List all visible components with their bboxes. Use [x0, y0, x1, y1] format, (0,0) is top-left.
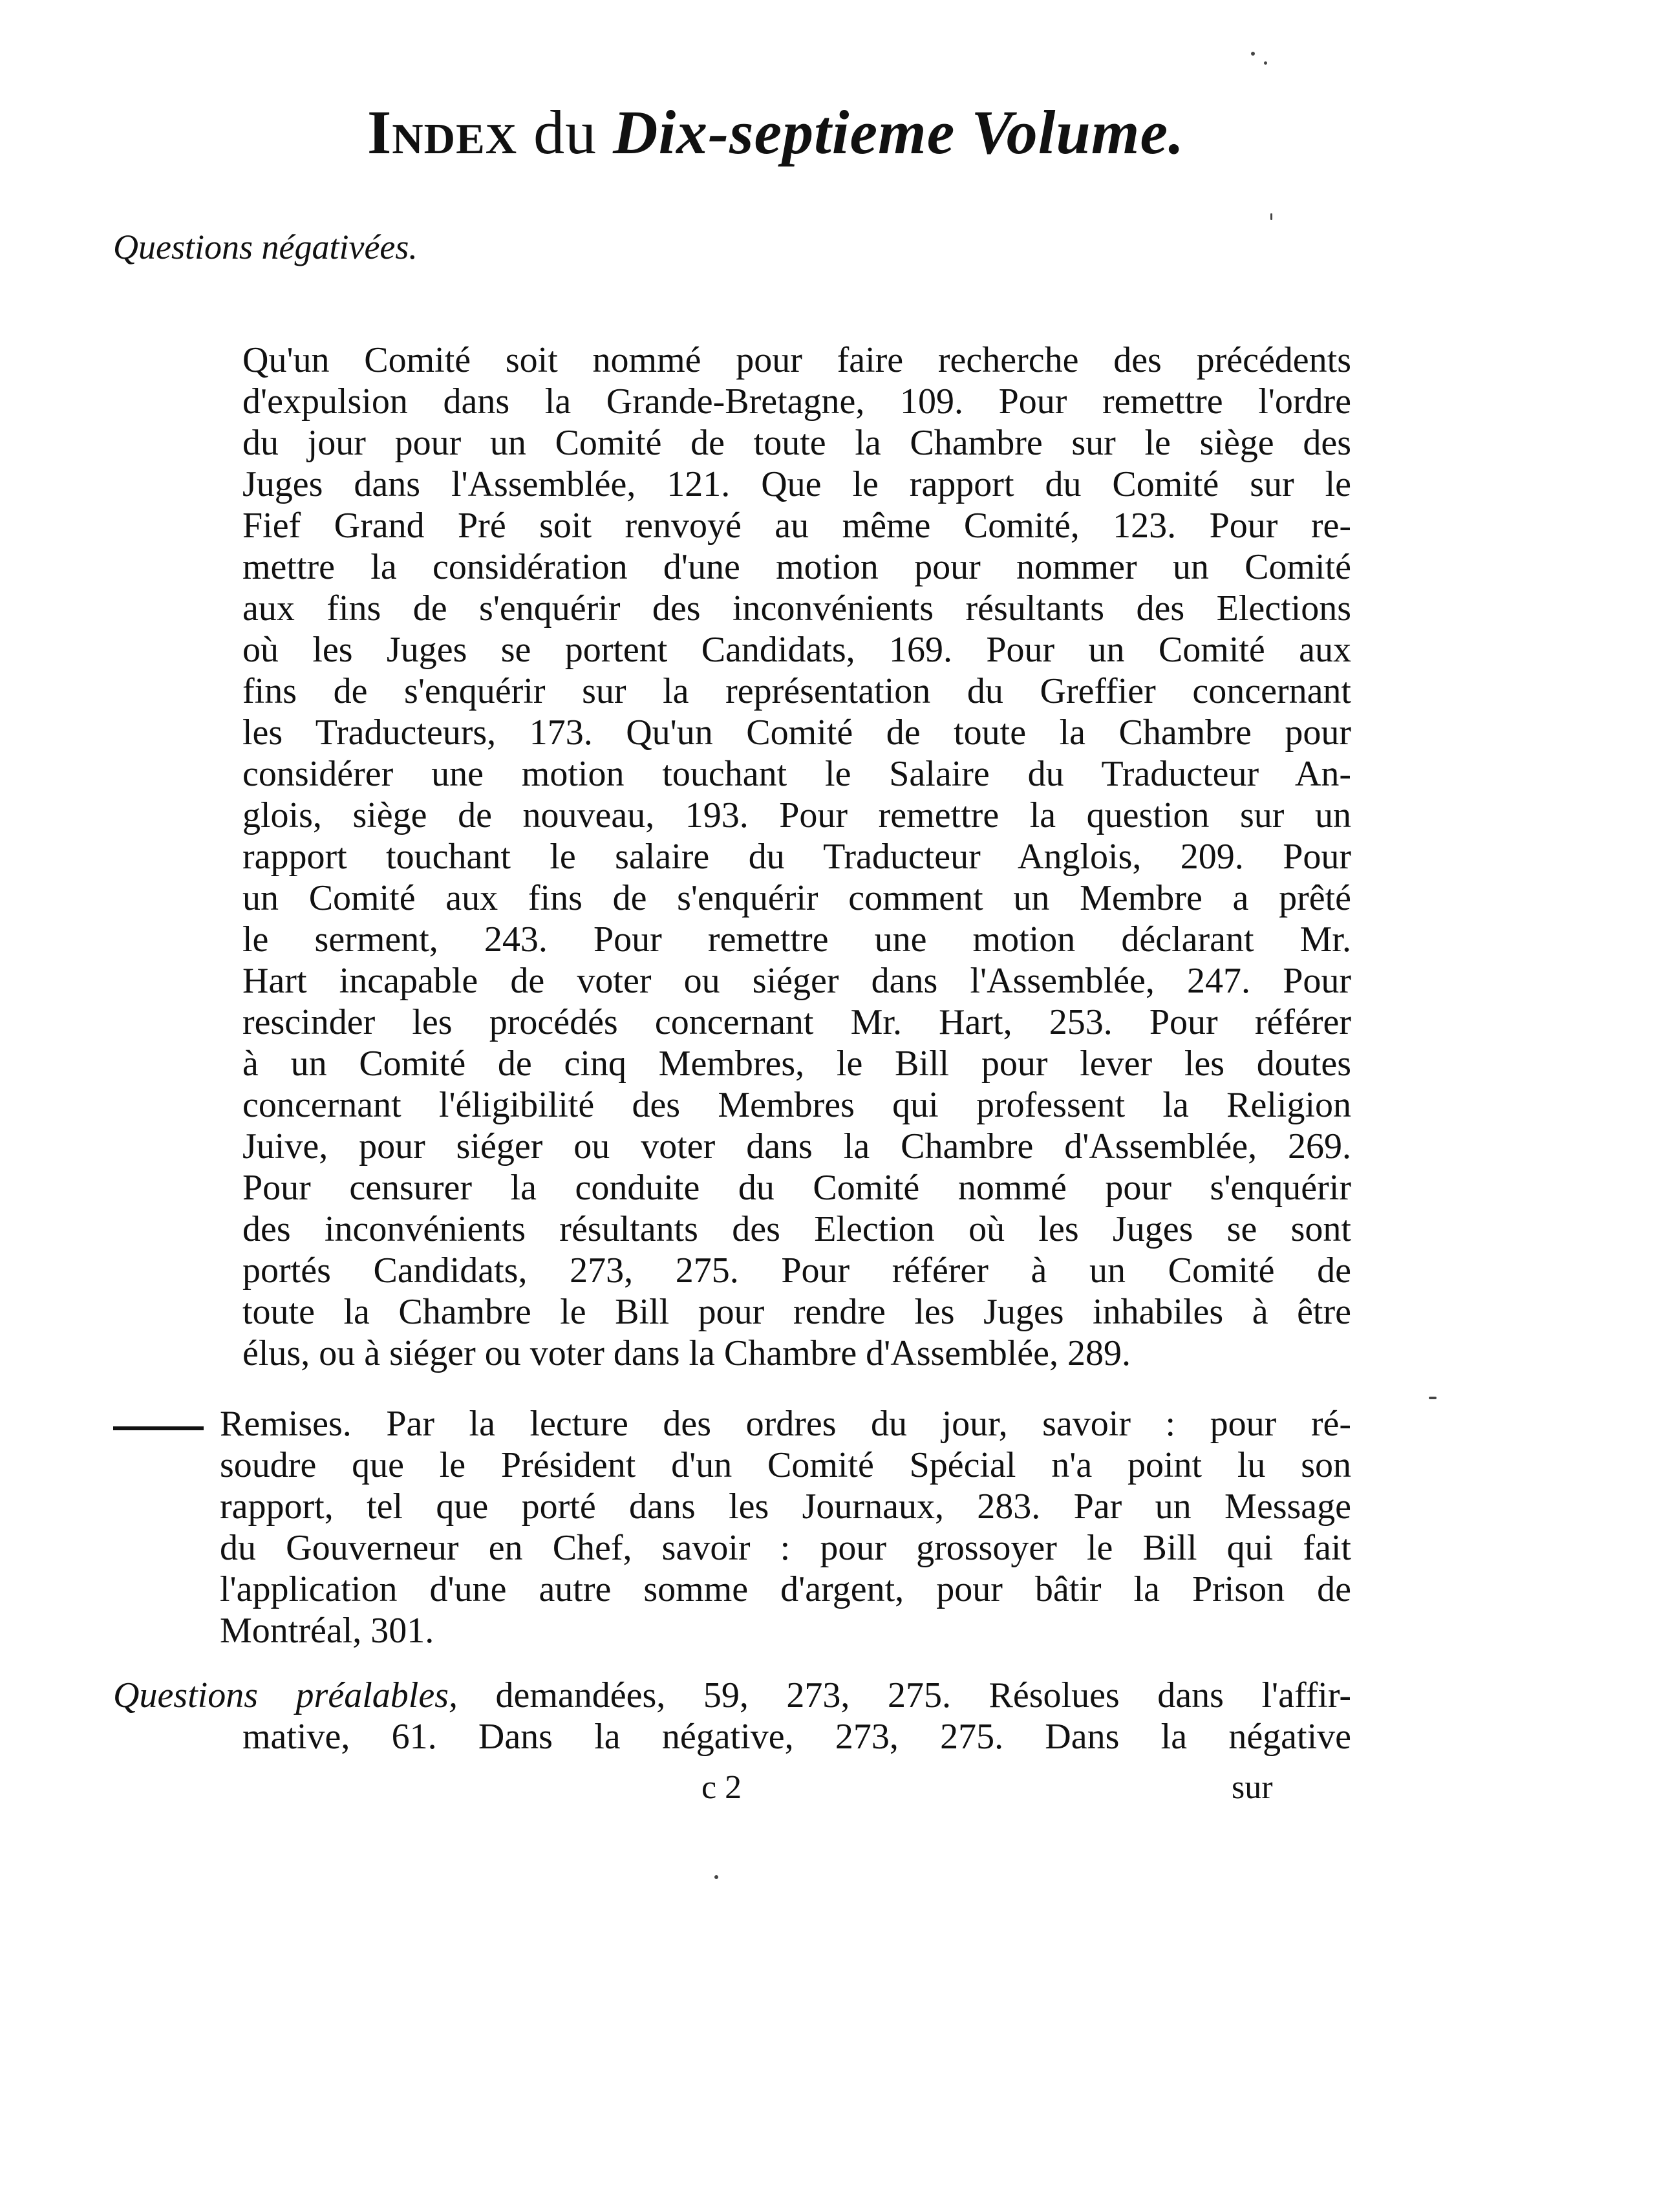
prealables-lead: Questions préalables,: [113, 1675, 458, 1715]
entry-line: aux fins de s'enquérir des inconvénients résultants des Elections: [242, 588, 1351, 628]
entry-line: du jour pour un Comité de toute la Chambre sur le siège des: [242, 423, 1351, 463]
entry-line: toute la Chambre le Bill pour rendre les Juges inhabiles à être: [242, 1292, 1351, 1332]
entry-line: Qu'un Comité soit nommé pour faire recherche des précédents: [242, 340, 1351, 380]
entry-line: mettre la considération d'une motion pour nommer un Comité: [242, 547, 1351, 587]
prealables-line1-rest: demandées, 59, 273, 275. Résolues dans l'affir-: [495, 1675, 1351, 1715]
entry-line: élus, ou à siéger ou voter dans la Chambre d'Assemblée, 289.: [242, 1333, 1131, 1373]
entry-remises: [220, 1403, 1351, 1651]
scan-speck: [714, 1875, 718, 1879]
entry-line: glois, siège de nouveau, 193. Pour remettre la question sur un: [242, 795, 1351, 835]
signature-mark: c 2: [701, 1769, 742, 1806]
entry-line: portés Candidats, 273, 275. Pour référer à un Comité de: [242, 1251, 1351, 1291]
prealables-line-2: mative, 61. Dans la négative, 273, 275. Dans la négative: [242, 1717, 1351, 1757]
title-volume: Dix-septieme Volume.: [613, 98, 1185, 167]
remises-line: rapport, tel que porté dans les Journaux, 283. Par un Message: [220, 1487, 1351, 1527]
entry-line: rescinder les procédés concernant Mr. Hart, 253. Pour référer: [242, 1002, 1351, 1042]
entry-line: Juges dans l'Assemblée, 121. Que le rapport du Comité sur le: [242, 464, 1351, 504]
section-heading: Questions négativées.: [113, 228, 418, 266]
entry-questions-prealables: [113, 1675, 1351, 1757]
catchword: sur: [1232, 1769, 1273, 1806]
remises-dash: [113, 1426, 204, 1430]
entry-line: Juive, pour siéger ou voter dans la Chambre d'Assemblée, 269.: [242, 1126, 1351, 1166]
entry-line: Pour censurer la conduite du Comité nommé pour s'enquérir: [242, 1168, 1351, 1208]
scan-speck: [1429, 1397, 1437, 1399]
scan-speck: [1264, 61, 1267, 65]
remises-line: l'application d'une autre somme d'argent, pour bâtir la Prison de: [220, 1569, 1351, 1609]
entry-line: Hart incapable de voter ou siéger dans l'Assemblée, 247. Pour: [242, 961, 1351, 1001]
entry-line: où les Juges se portent Candidats, 169. Pour un Comité aux: [242, 630, 1351, 670]
remises-line: du Gouverneur en Chef, savoir : pour grossoyer le Bill qui fait: [220, 1528, 1351, 1568]
title-du: du: [533, 98, 597, 167]
remises-line: soudre que le Président d'un Comité Spécial n'a point lu son: [220, 1445, 1351, 1485]
entry-line: concernant l'éligibilité des Membres qui professent la Religion: [242, 1085, 1351, 1125]
entry-questions-negativees: [242, 339, 1351, 1374]
title-index: Index: [367, 98, 518, 167]
entry-line: le serment, 243. Pour remettre une motion déclarant Mr.: [242, 919, 1351, 960]
entry-line: d'expulsion dans la Grande-Bretagne, 109. Pour remettre l'ordre: [242, 381, 1351, 422]
entry-line: fins de s'enquérir sur la représentation du Greffier concernant: [242, 671, 1351, 711]
entry-line: à un Comité de cinq Membres, le Bill pour lever les doutes: [242, 1044, 1351, 1084]
page-title: [272, 97, 1280, 168]
entry-line: Fief Grand Pré soit renvoyé au même Comité, 123. Pour re-: [242, 506, 1351, 546]
scan-speck: [1251, 52, 1255, 56]
entry-line: des inconvénients résultants des Election où les Juges se sont: [242, 1209, 1351, 1249]
scan-speck: [1270, 213, 1272, 220]
entry-line: les Traducteurs, 173. Qu'un Comité de toute la Chambre pour: [242, 713, 1351, 753]
entry-line: rapport touchant le salaire du Traducteur Anglois, 209. Pour: [242, 837, 1351, 877]
remises-line: Montréal, 301.: [220, 1611, 434, 1651]
remises-line: Remises. Par la lecture des ordres du jour, savoir : pour ré-: [220, 1404, 1351, 1444]
entry-line: un Comité aux fins de s'enquérir comment un Membre a prêté: [242, 878, 1351, 918]
entry-line: considérer une motion touchant le Salaire du Traducteur An-: [242, 754, 1351, 794]
prealables-line-1: [113, 1675, 1351, 1716]
